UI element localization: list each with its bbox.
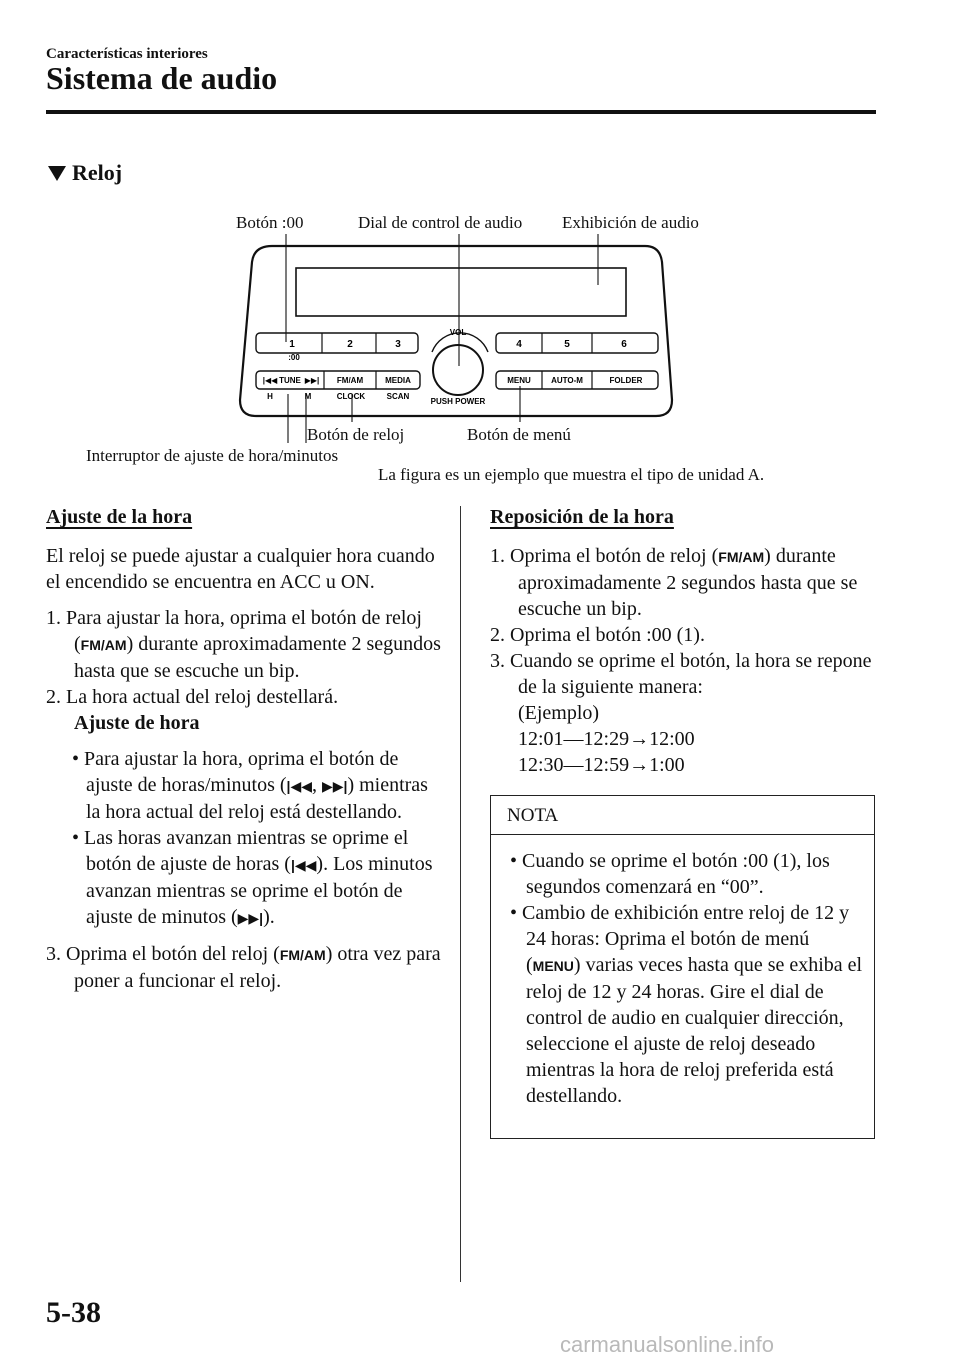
right-heading: Reposición de la hora xyxy=(490,506,674,528)
callout-audio-dial: Dial de control de audio xyxy=(358,213,523,232)
right-step-1: 1. Oprima el botón de reloj (FM/AM) durante aproximadamente 2 segundos hasta que se escuche un bip. xyxy=(490,545,858,620)
fmam-button-glyph: FM/AM xyxy=(279,947,326,963)
figure-caption: La figura es un ejemplo que muestra el tipo de unidad A. xyxy=(378,465,765,484)
media-label: MEDIA xyxy=(385,376,411,385)
preset-bar-left xyxy=(256,333,418,353)
fmam-label: FM/AM xyxy=(336,376,364,385)
column-divider xyxy=(460,506,461,1282)
example-label: (Ejemplo) xyxy=(518,702,600,724)
folder-label: FOLDER xyxy=(609,376,643,385)
note-item-1: • Cuando se oprime el botón :00 (1), los segundos comenzará en “00”. xyxy=(510,850,830,898)
left-subheading: Ajuste de hora xyxy=(74,712,200,734)
h-label: H xyxy=(267,392,273,401)
m-label: M xyxy=(304,392,312,401)
menu-button-glyph: MENU xyxy=(532,958,574,974)
preset-6-label: 6 xyxy=(621,339,627,350)
volume-dial xyxy=(433,345,483,395)
push-power-label: PUSH POWER xyxy=(430,397,486,406)
example-line-2: 12:30—12:59→1:00 xyxy=(518,754,685,776)
note-title: NOTA xyxy=(490,795,875,835)
menu-label: MENU xyxy=(507,376,531,385)
left-step-1: 1. Para ajustar la hora, oprima el botón de reloj (FM/AM) durante aproximadamente 2 segundos hasta que se escuche un bip. xyxy=(46,607,441,682)
right-step-2: 2. Oprima el botón :00 (1). xyxy=(490,624,705,646)
fmam-button-glyph: FM/AM xyxy=(718,549,765,565)
preset-2-label: 2 xyxy=(347,339,353,350)
chapter-title: Características interiores xyxy=(46,46,208,62)
left-column xyxy=(46,543,441,994)
audio-unit-diagram xyxy=(0,0,960,500)
preset-4-label: 4 xyxy=(516,339,522,350)
left-step-3: 3. Oprima el botón del reloj (FM/AM) otra vez para poner a funcionar el reloj. xyxy=(46,943,441,992)
note-content xyxy=(490,848,868,1109)
skip-back-icon: |◀◀ xyxy=(262,376,278,385)
left-intro: El reloj se puede ajustar a cualquier hora cuando el encendido se encuentra en ACC u ON. xyxy=(46,545,435,593)
autom-label: AUTO-M xyxy=(551,376,583,385)
skip-back-icon: |◀◀ xyxy=(286,778,312,794)
example-line-1: 12:01—12:29→12:00 xyxy=(518,728,695,750)
preset-5-label: 5 xyxy=(564,339,570,350)
skip-forward-icon: ▶▶| xyxy=(304,376,320,385)
tune-label: TUNE xyxy=(279,376,301,385)
right-column xyxy=(490,543,875,778)
watermark: carmanualsonline.info xyxy=(560,1332,775,1357)
callout-menu-button: Botón de menú xyxy=(467,425,571,444)
audio-display-window xyxy=(296,268,626,316)
section-title: Sistema de audio xyxy=(46,60,278,96)
scan-label: SCAN xyxy=(386,392,410,401)
fmam-button-glyph: FM/AM xyxy=(80,637,127,653)
left-bullet-1: • Para ajustar la hora, oprima el botón de ajuste de horas/minutos (|◀◀, ▶▶|) mientras la hora actual del reloj está destellando. xyxy=(72,748,428,823)
skip-forward-icon: ▶▶| xyxy=(237,910,264,926)
preset-1-label: 1 xyxy=(289,339,295,350)
callout-button-00: Botón :00 xyxy=(236,213,304,232)
skip-back-icon: |◀◀ xyxy=(290,857,317,873)
callout-hour-minute-switch: Interruptor de ajuste de hora/minutos xyxy=(86,446,339,465)
callout-audio-display: Exhibición de audio xyxy=(562,213,699,232)
skip-forward-icon: ▶▶| xyxy=(321,778,348,794)
page-number: 5-38 xyxy=(46,1296,101,1329)
vol-label: VOL xyxy=(449,328,467,337)
left-step-2: 2. La hora actual del reloj destellará. xyxy=(46,686,339,708)
note-item-2: • Cambio de exhibición entre reloj de 12 y 24 horas: Oprima el botón de menú (MENU) varias veces hasta que se exhiba el reloj de 12 y 24 horas. Gire el dial de control de audio en cualquier dirección, seleccione el ajuste de reloj deseado mientras la hora de reloj preferida está destellando. xyxy=(510,902,863,1107)
clock-title-text: Reloj xyxy=(72,160,123,185)
left-heading: Ajuste de la hora xyxy=(46,506,193,528)
clock-label: CLOCK xyxy=(336,392,366,401)
preset-00-label: :00 xyxy=(288,353,300,362)
callout-clock-button: Botón de reloj xyxy=(307,425,405,444)
right-step-3: 3. Cuando se oprime el botón, la hora se repone de la siguiente manera: xyxy=(490,650,872,698)
left-bullet-2: • Las horas avanzan mientras se oprime el botón de ajuste de horas (|◀◀). Los minutos avanzan mientras se oprime el botón de ajuste de minutos (▶▶|). xyxy=(72,827,433,928)
preset-3-label: 3 xyxy=(395,339,401,350)
